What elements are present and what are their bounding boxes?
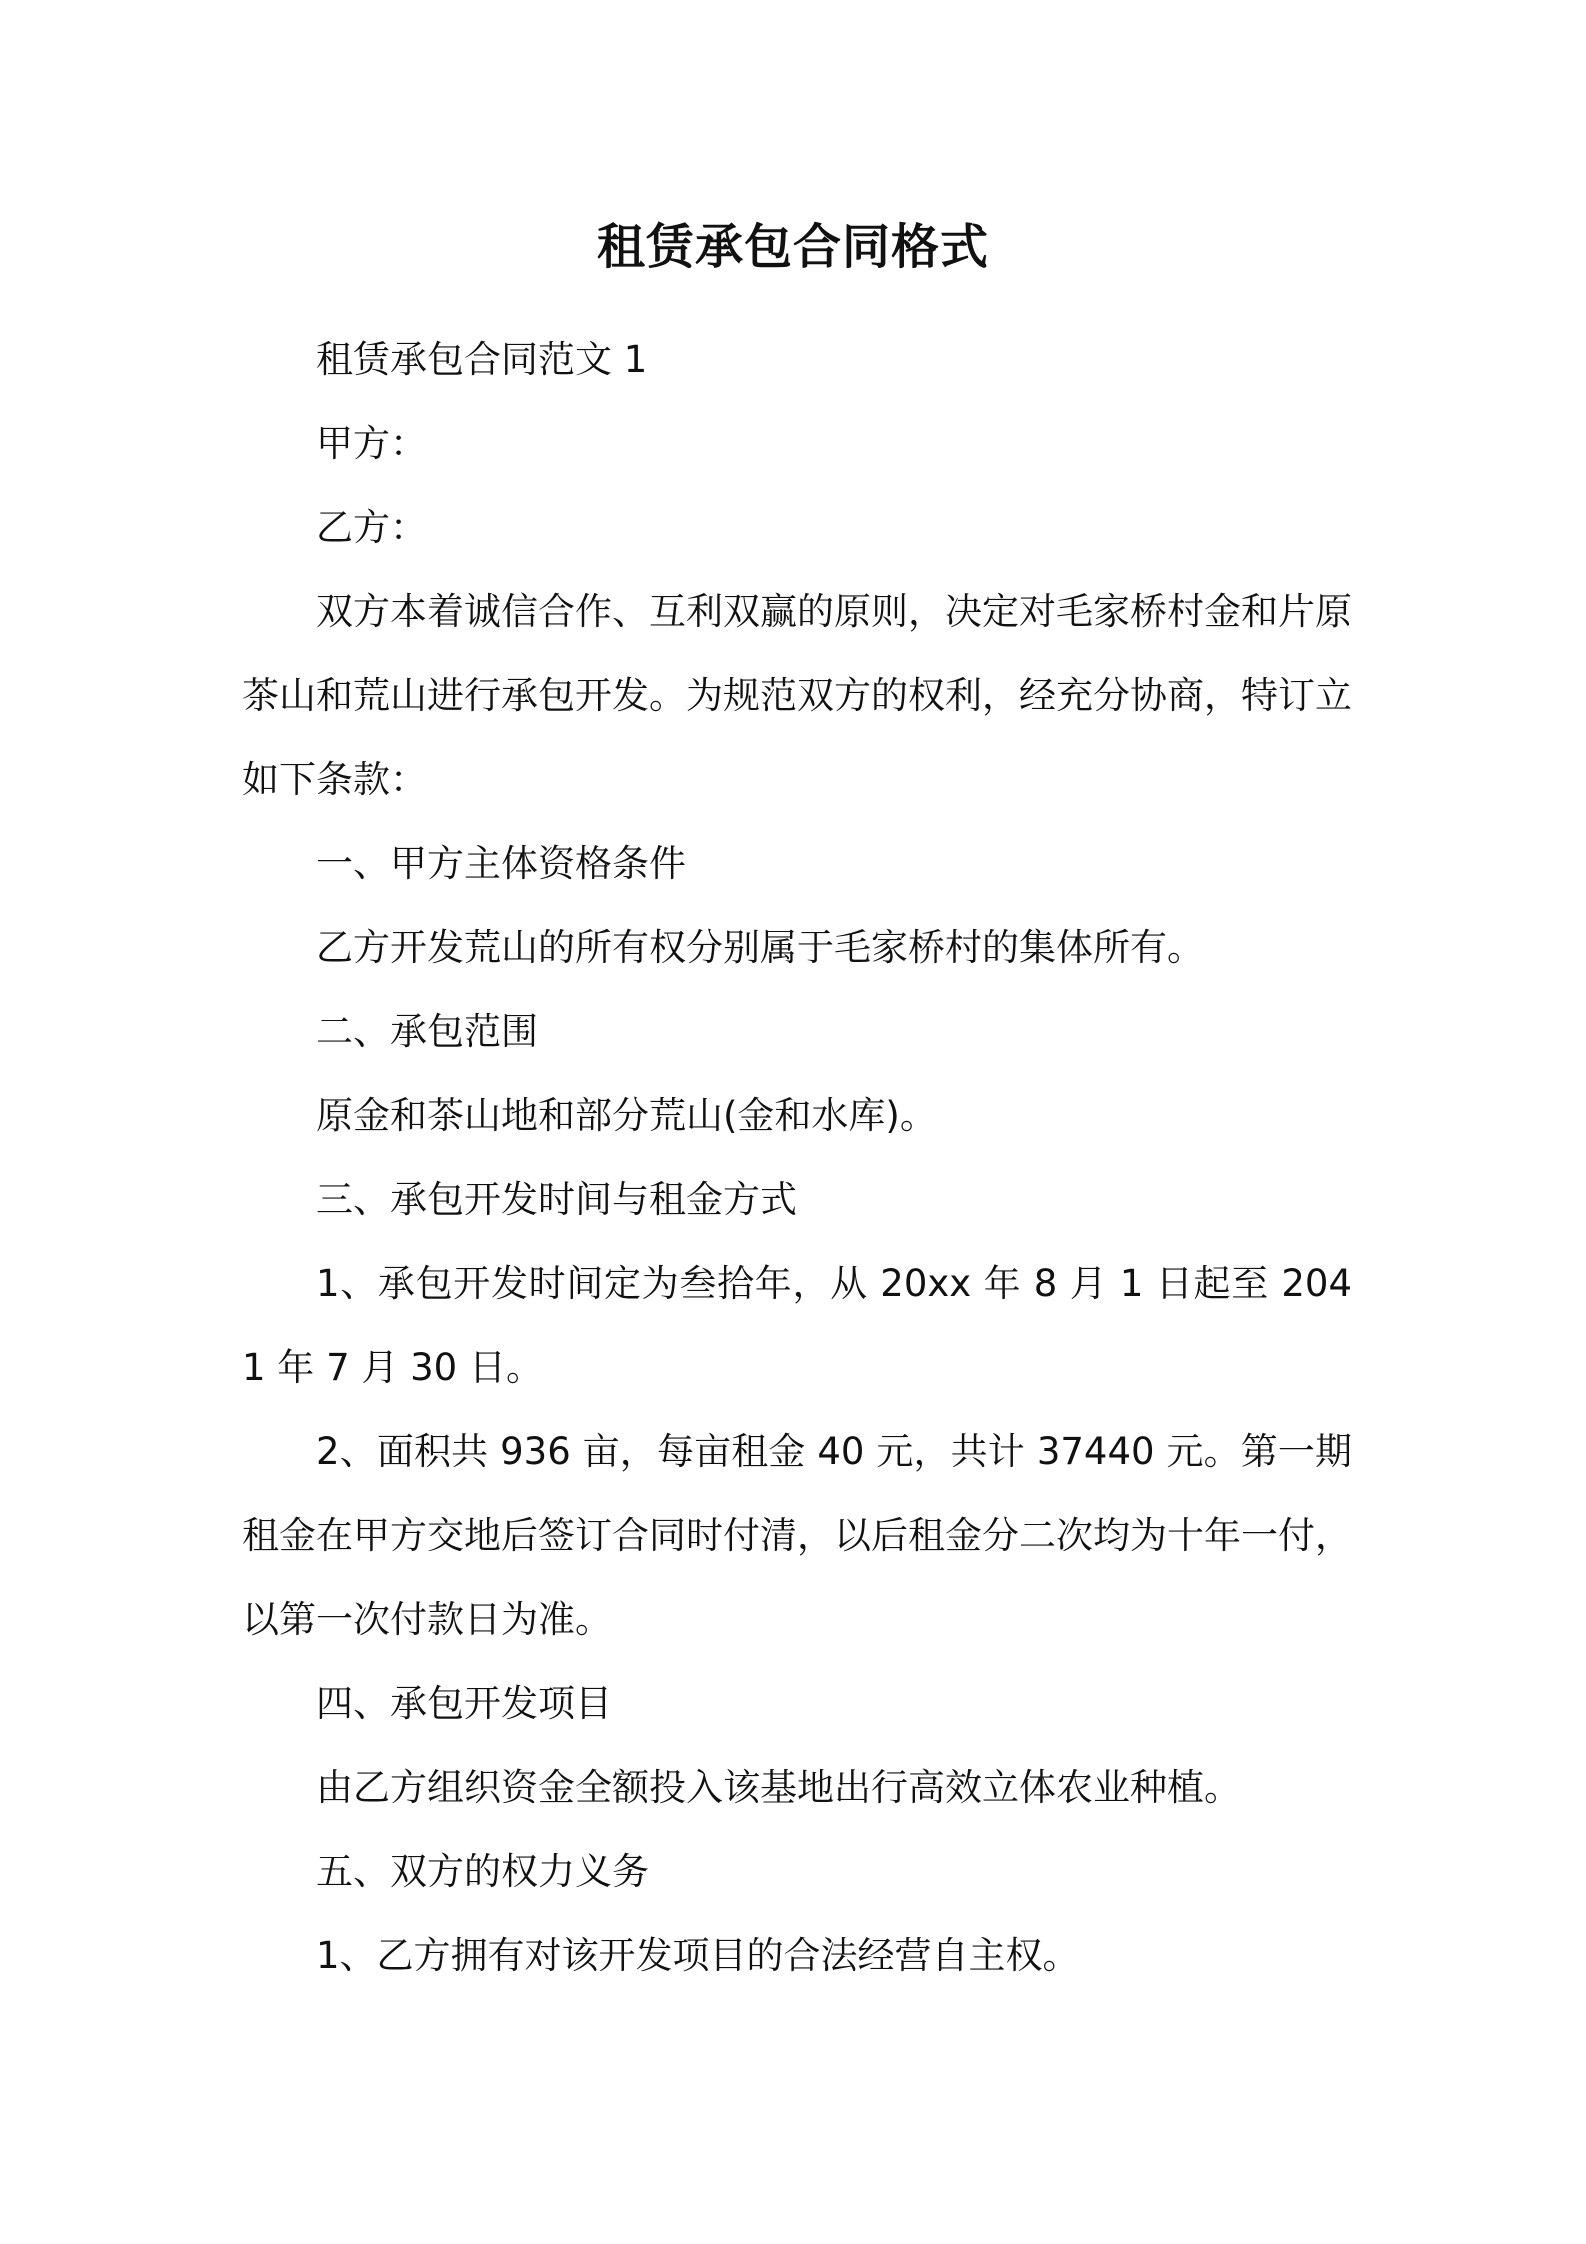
section-heading-1: 一、甲方主体资格条件 xyxy=(316,842,686,885)
paragraph-section-2: 原金和茶山地和部分荒山(金和水库)。 xyxy=(316,1094,937,1137)
document-body xyxy=(242,318,1352,1998)
section-heading-3: 三、承包开发时间与租金方式 xyxy=(316,1178,797,1221)
paragraph-section-5-item-1: 1、乙方拥有对该开发项目的合法经营自主权。 xyxy=(316,1934,1080,1977)
section-heading-4: 四、承包开发项目 xyxy=(316,1682,612,1725)
paragraph-section-4: 由乙方组织资金全额投入该基地出行高效立体农业种植。 xyxy=(316,1766,1241,1809)
paragraph-sample-heading: 租赁承包合同范文 1 xyxy=(316,338,648,381)
document-title: 租赁承包合同格式 xyxy=(596,219,989,275)
section-heading-5: 五、双方的权力义务 xyxy=(316,1850,649,1893)
paragraph-section-3-item-2: 2、面积共 936 亩，每亩租金 40 元，共计 37440 元。第一期租金在甲方交地后签订合同时付清，以后租金分二次均为十年一付，以第一次付款日为准。 xyxy=(242,1430,1352,1641)
paragraph-party-a: 甲方： xyxy=(316,422,427,465)
paragraph-section-3-item-1: 1、承包开发时间定为叁拾年，从 20xx 年 8 月 1 日起至 2041 年 7 月 30 日。 xyxy=(242,1262,1352,1389)
section-heading-2: 二、承包范围 xyxy=(316,1010,538,1053)
paragraph-party-b: 乙方： xyxy=(316,506,427,549)
paragraph-preamble: 双方本着诚信合作、互利双赢的原则，决定对毛家桥村金和片原茶山和荒山进行承包开发。为规范双方的权利，经充分协商，特订立如下条款： xyxy=(242,590,1352,801)
paragraph-section-1: 乙方开发荒山的所有权分别属于毛家桥村的集体所有。 xyxy=(316,926,1204,969)
